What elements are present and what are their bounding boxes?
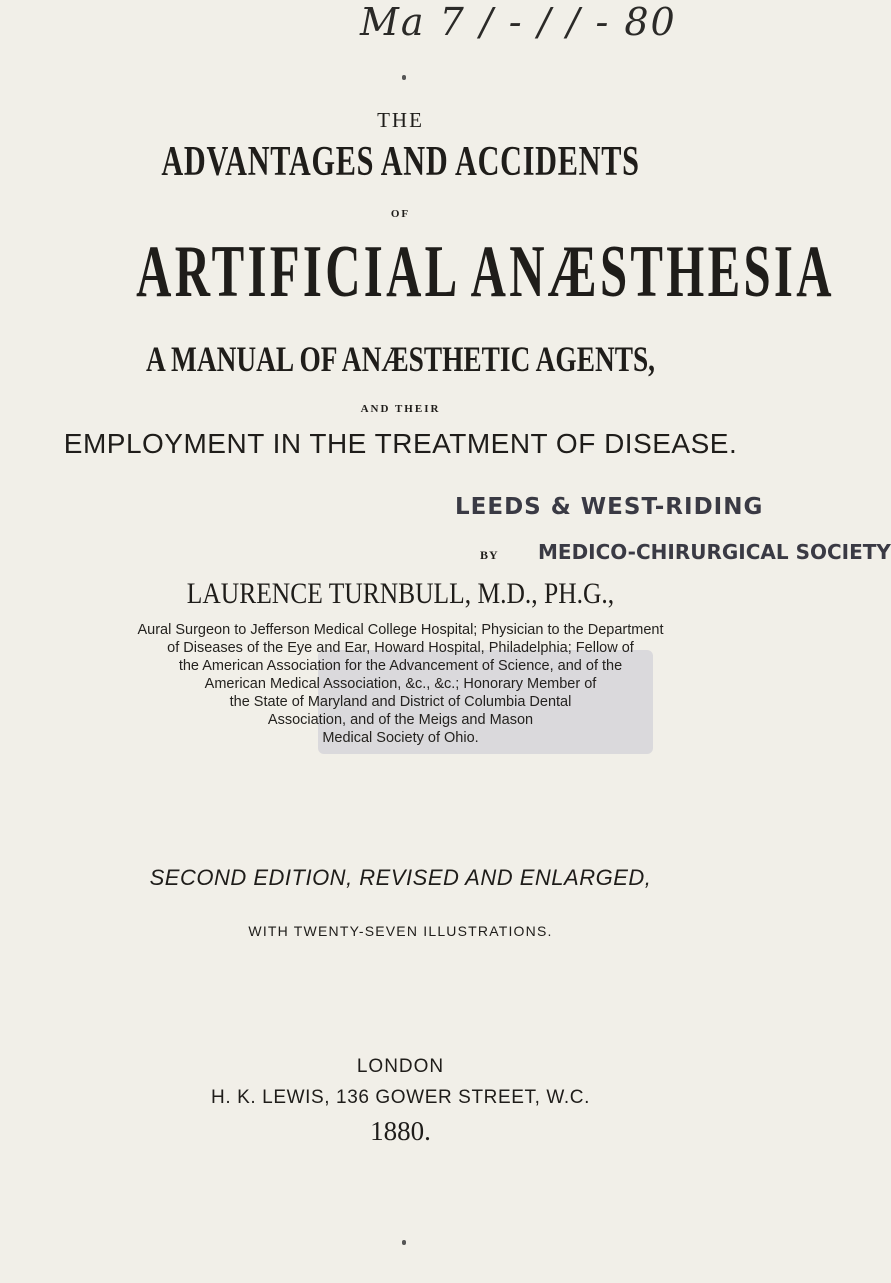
publisher: H. K. LEWIS, 136 GOWER STREET, W.C. <box>211 1087 590 1108</box>
author-name: LAURENCE TURNBULL, M.D., PH.G., <box>186 577 615 610</box>
title-line-2: ARTIFICIAL ANÆSTHESIA <box>136 231 835 313</box>
credentials-line: of Diseases of the Eye and Ear, Howard Hospital, Philadelphia; Fellow of <box>167 640 634 656</box>
subtitle-2: EMPLOYMENT IN THE TREATMENT OF DISEASE. <box>63 428 738 459</box>
publication-year: 1880. <box>370 1116 431 1146</box>
credentials-line: the American Association for the Advancement of Science, and of the <box>178 658 623 674</box>
credentials-line: the State of Maryland and District of Columbia Dental <box>229 694 572 710</box>
pre-title: THE <box>377 108 424 132</box>
title-of: OF <box>390 208 411 220</box>
author-credentials <box>0 621 801 747</box>
publication-city: LONDON <box>356 1056 445 1077</box>
credentials-line: Aural Surgeon to Jefferson Medical College Hospital; Physician to the Department <box>137 622 664 638</box>
by-label: BY <box>480 548 499 562</box>
library-stamp-line-1: LEEDS & WEST-RIDING <box>455 494 764 520</box>
speck <box>402 75 406 80</box>
illustrations-note: WITH TWENTY-SEVEN ILLUSTRATIONS. <box>248 923 553 939</box>
library-stamp-line-2: MEDICO-CHIRURGICAL SOCIETY <box>538 540 891 564</box>
credentials-line: American Medical Association, &c., &c.; Honorary Member of <box>204 676 597 692</box>
credentials-line: Medical Society of Ohio. <box>322 730 479 746</box>
credentials-line: Association, and of the Meigs and Mason <box>267 712 534 728</box>
speck <box>402 1240 406 1245</box>
title-line-1: ADVANTAGES AND ACCIDENTS <box>161 139 640 185</box>
subtitle-connector: AND THEIR <box>360 403 441 415</box>
handwritten-annotation: Ma 7 / - / / - 80 <box>360 0 677 44</box>
edition: SECOND EDITION, REVISED AND ENLARGED, <box>149 865 652 890</box>
subtitle: A MANUAL OF ANÆSTHETIC AGENTS, <box>145 339 656 379</box>
